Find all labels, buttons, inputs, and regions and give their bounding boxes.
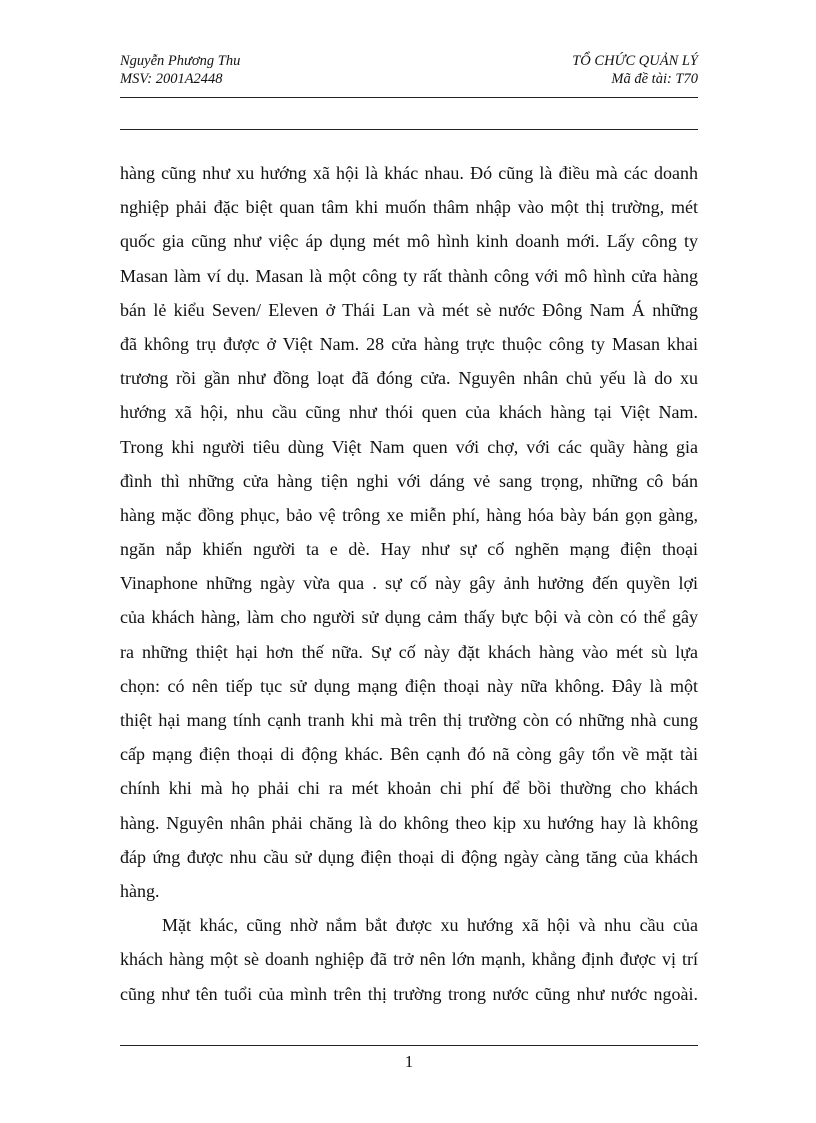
body-line: hàng cũng như xu hướng xã hội là khác nhau. Đó cũng là điều mà các doanh: [120, 163, 698, 183]
body-line: ra những thiệt hại hơn thế nữa. Sự cố này đặt khách hàng vào mét sù lựa: [120, 641, 698, 662]
body-line: khách hàng một sè doanh nghiệp đã trở nên lớn mạnh, khẳng định được vị trí: [120, 949, 698, 970]
header-left: [120, 52, 240, 88]
paragraph-end-line: hàng.: [120, 880, 160, 901]
header-divider-2: [120, 129, 698, 130]
body-line: bán lẻ kiểu Seven/ Eleven ở Thái Lan và mét sè nước Đông Nam Á những: [120, 299, 698, 320]
body-line: cấp mạng điện thoại di động khác. Bên cạnh đó nã còng gây tổn về mặt tài: [120, 744, 698, 765]
body-line: hàng mặc đồng phục, bảo vệ trông xe miễn phí, hàng hóa bày bán gọn gàng,: [120, 504, 698, 525]
body-line: cũng như tên tuổi của mình trên thị trường trong nước cũng như nước ngoài.: [120, 983, 698, 1004]
topic-code: Mã đề tài: T70: [611, 71, 698, 87]
page-number: 1: [404, 1052, 414, 1071]
body-line: của khách hàng, làm cho người sử dụng cảm thấy bực bội và còn có thể gây: [120, 607, 698, 628]
header-right: [572, 52, 698, 88]
body-line: trương rồi gần như đồng loạt đã đóng cửa. Nguyên nhân chủ yếu là do xu: [120, 368, 698, 389]
body-line: hướng xã hội, nhu cầu cũng như thói quen của khách hàng tại Việt Nam.: [120, 402, 698, 423]
body-line: Vinaphone những ngày vừa qua . sự cố này gây ảnh hưởng đến quyền lợi: [120, 573, 698, 594]
footer-divider: [120, 1045, 698, 1046]
body-line: chọn: có nên tiếp tục sử dụng mạng điện thoại này nữa không. Đây là một: [120, 675, 698, 696]
body-line: đình thì những cửa hàng tiện nghi với dáng vẻ sang trọng, những cô bán: [120, 470, 698, 491]
body-line: đã không trụ được ở Việt Nam. 28 cửa hàng trực thuộc công ty Masan khai: [120, 333, 698, 354]
subject-title: TỔ CHỨC QUẢN LÝ: [572, 53, 698, 69]
author-name: Nguyễn Phương Thu: [120, 53, 241, 69]
body-line: hàng. Nguyên nhân phải chăng là do không theo kịp xu hướng hay là không: [120, 812, 698, 833]
body-line: chính khi mà họ phải chi ra mét khoản chi phí để bồi thường cho khách: [120, 778, 698, 799]
body-line: thiệt hại mang tính cạnh tranh khi mà trên thị trường còn có những nhà cung: [120, 710, 698, 730]
student-id: MSV: 2001A2448: [120, 71, 223, 87]
header-divider: [120, 97, 698, 98]
body-line: đáp ứng được nhu cầu sử dụng điện thoại di động ngày càng tăng của khách: [120, 846, 698, 867]
paragraph-start-line: Mặt khác, cũng nhờ nắm bắt được xu hướng xã hội và nhu cầu của: [162, 915, 698, 936]
body-line: nghiệp phải đặc biệt quan tâm khi muốn thâm nhập vào một thị trường, mét: [120, 197, 698, 218]
body-line: Trong khi người tiêu dùng Việt Nam quen với chợ, với các quầy hàng gia: [120, 436, 698, 457]
body-line: Masan làm ví dụ. Masan là một công ty rất thành công với mô hình cửa hàng: [120, 265, 698, 286]
body-line: ngăn nắp khiến người ta e dè. Hay như sự cố nghẽn mạng điện thoại: [120, 539, 698, 560]
body-text: [120, 156, 698, 1011]
body-line: quốc gia cũng như việc áp dụng mét mô hình kinh doanh mới. Lấy công ty: [120, 231, 698, 252]
